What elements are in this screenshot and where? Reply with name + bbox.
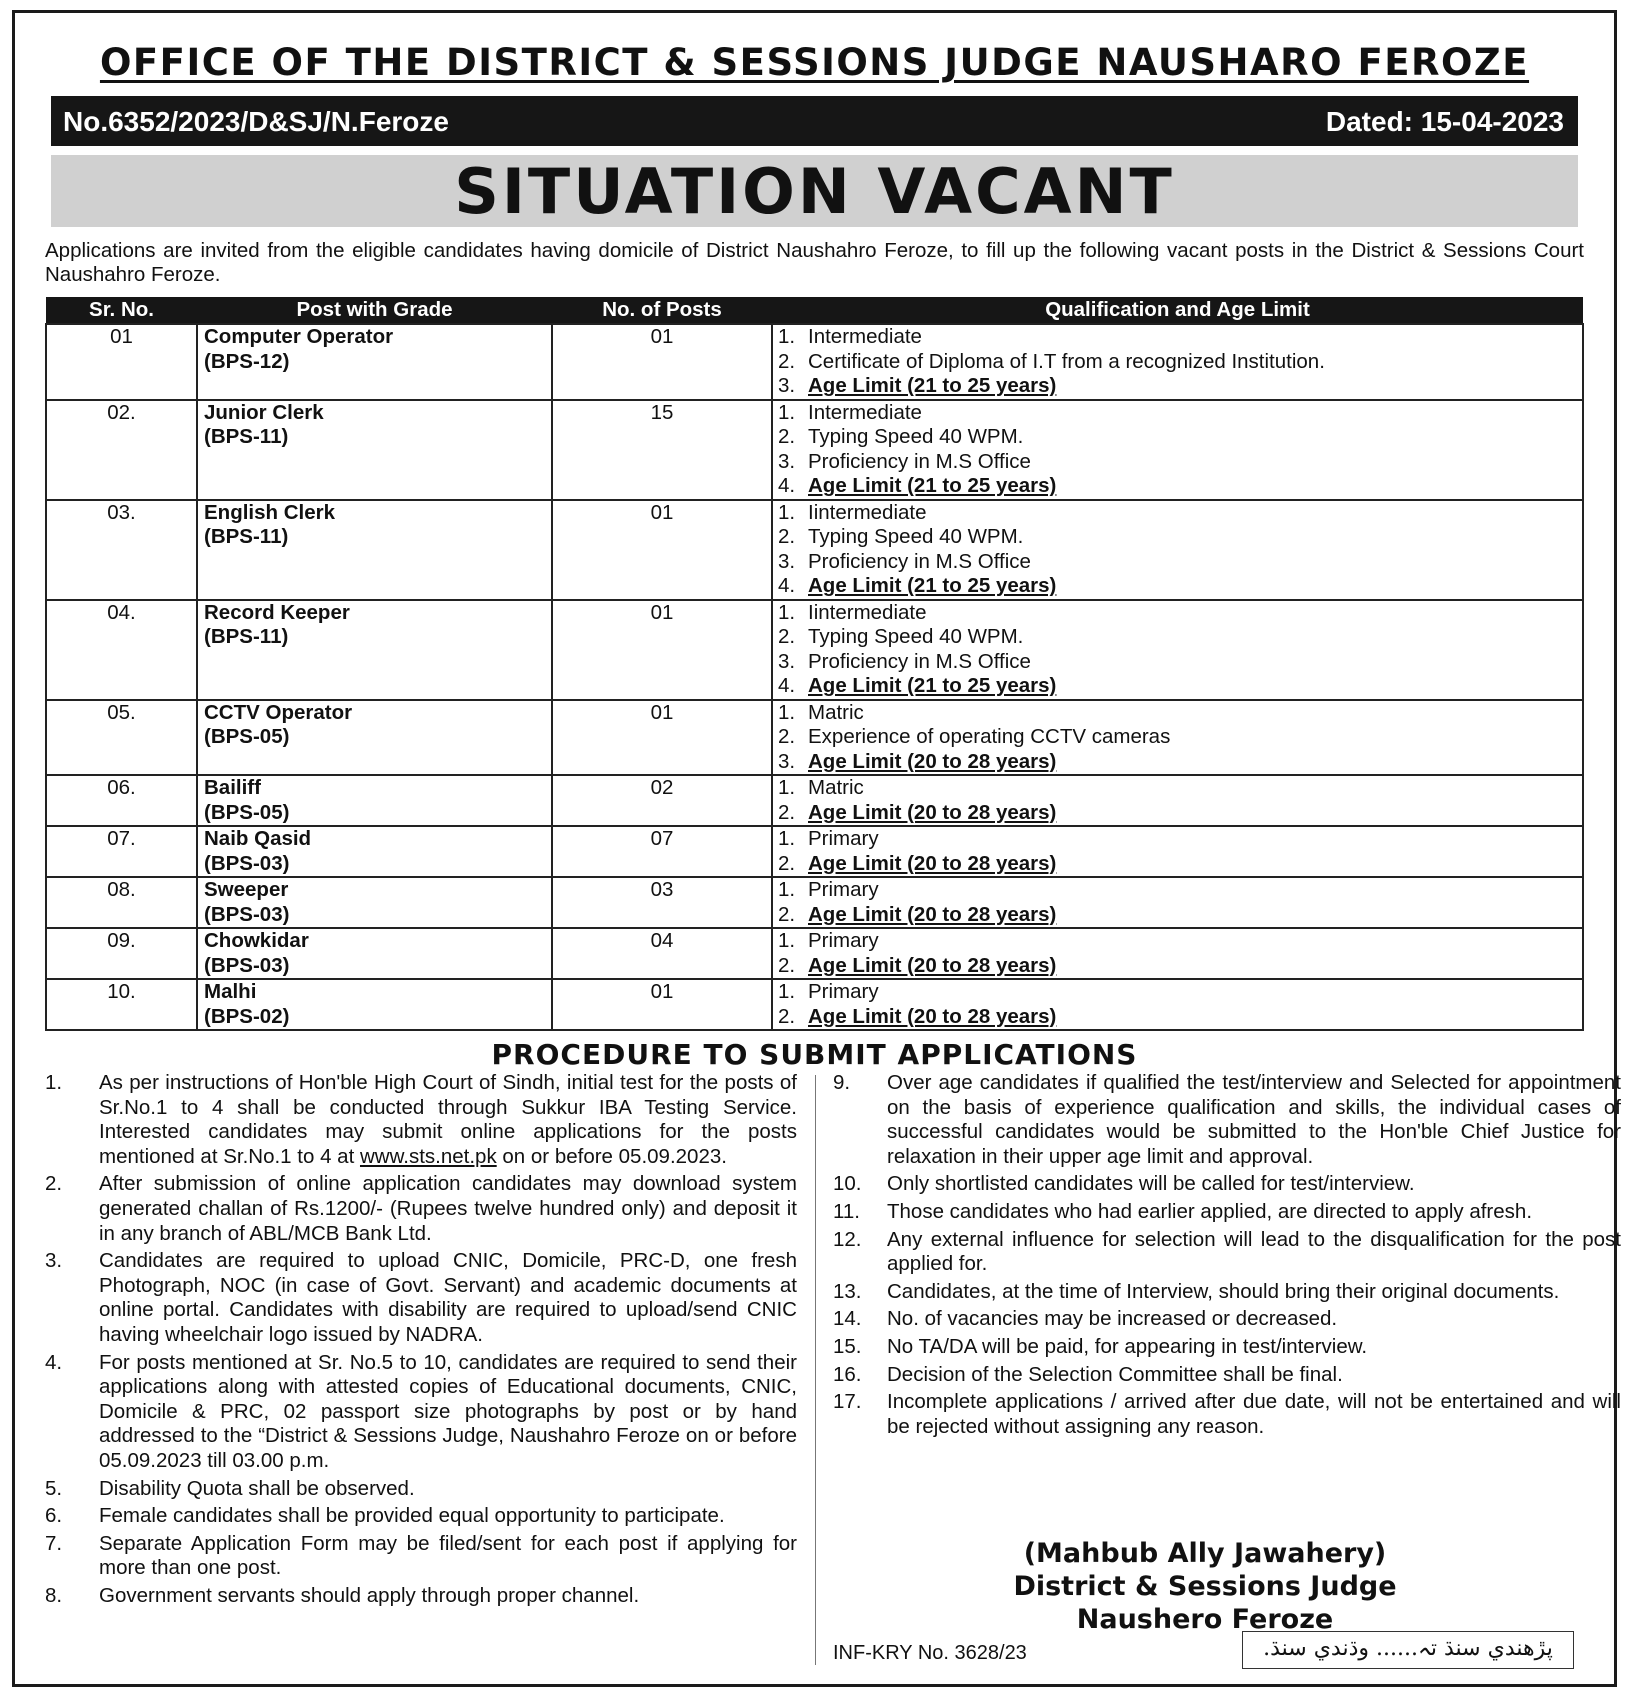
post-grade: (BPS-05) [204,725,290,748]
cell-post [197,979,552,1030]
qualification-line [778,852,1582,877]
qualification-text: Age Limit (21 to 25 years) [808,674,1057,697]
qualification-text: Age Limit (20 to 28 years) [808,800,1057,824]
procedure-item-text: No. of vacancies may be increased or decreased. [887,1307,1338,1331]
qualification-text: Experience of operating CCTV cameras [808,725,1171,748]
procedure-item [45,1504,797,1529]
procedure-item-text: As per instructions of Hon'ble High Court of Sindh, initial test for the posts of Sr.No.1 to 4 shall be conducted through Sukkur IBA Testing Service. Interested candidates may submit online applications for the posts mentioned at Sr.No.1 to 4 at [99,1071,797,1168]
qualification-number: 1. [778,776,796,799]
procedure-item-number: 2. [45,1172,63,1196]
page-content [45,13,1621,1684]
procedure-item [45,1071,797,1169]
procedure-item [45,1532,797,1581]
qualification-line [778,450,1582,475]
cell-num-posts: 07 [552,826,772,877]
post-name: Record Keeper [204,600,350,624]
cell-num-posts: 01 [552,979,772,1030]
qualification-text: Proficiency in M.S Office [808,649,1031,673]
reference-bar [51,96,1578,146]
procedure-item-text: Candidates, at the time of Interview, should bring their original documents. [887,1279,1560,1303]
qualification-line [778,701,1582,726]
procedure-item-text: Those candidates who had earlier applied, are directed to apply afresh. [887,1199,1533,1223]
cell-qualification [772,826,1583,877]
qualification-text: Typing Speed 40 WPM. [808,525,1024,548]
cell-qualification [772,877,1583,928]
table-row [46,877,1583,928]
table-header-row [46,297,1583,324]
post-name: Junior Clerk [204,400,324,424]
procedure-item-number: 1. [45,1071,63,1094]
post-name: Sweeper [204,878,289,901]
column-divider [815,1075,816,1665]
procedure-right-column [833,1071,1621,1442]
post-grade: (BPS-02) [204,1004,290,1028]
qualification-number: 4. [778,474,796,497]
procedure-item-number: 16. [833,1362,862,1386]
qualification-text: Age Limit (20 to 28 years) [808,851,1057,875]
cell-post [197,826,552,877]
qualification-number: 3. [778,449,796,473]
cell-num-posts: 02 [552,775,772,826]
qualification-line [778,601,1582,626]
qualification-line [778,325,1582,350]
notice-date: Dated: 15-04-2023 [1325,106,1564,137]
procedure-item-text: Government servants should apply through proper channel. [99,1583,640,1607]
procedure-item [833,1071,1621,1169]
qualification-text: Proficiency in M.S Office [808,549,1031,573]
qualification-number: 2. [778,725,796,748]
sts-website-link[interactable]: www.sts.net.pk [359,1144,497,1168]
cell-sr-no: 04. [46,600,197,700]
qualification-number: 4. [778,574,796,597]
procedure-item-number: 5. [45,1476,63,1500]
post-grade: (BPS-05) [204,800,290,824]
post-grade: (BPS-11) [204,425,289,448]
qualification-text: Age Limit (21 to 25 years) [808,474,1057,497]
qualification-text: Proficiency in M.S Office [808,449,1031,473]
post-grade: (BPS-11) [204,625,289,648]
qualification-line [778,525,1582,550]
qualification-number: 3. [778,649,796,673]
cell-qualification [772,700,1583,776]
post-grade: (BPS-11) [204,525,289,548]
cell-qualification [772,775,1583,826]
table-row [46,600,1583,700]
procedure-item-number: 17. [833,1390,862,1414]
qualification-number: 2. [778,625,796,648]
header-num-posts: No. of Posts [552,297,772,324]
post-name: CCTV Operator [204,700,353,724]
qualification-text: Iintermediate [808,600,927,624]
cell-sr-no: 08. [46,877,197,928]
cell-qualification [772,600,1583,700]
cell-num-posts: 01 [552,500,772,600]
cell-post [197,324,552,400]
cell-post [197,400,552,500]
procedure-item [833,1363,1621,1388]
cell-post [197,775,552,826]
qualification-text: Primary [808,827,879,850]
procedure-item-number: 3. [45,1249,63,1273]
qualification-number: 2. [778,902,796,926]
post-name: Computer Operator [204,325,394,348]
post-grade: (BPS-03) [204,851,290,875]
qualification-number: 3. [778,374,796,397]
qualification-text: Intermediate [808,400,922,424]
header-sr-no: Sr. No. [46,297,197,324]
cell-num-posts: 15 [552,400,772,500]
procedure-item-text: For posts mentioned at Sr. No.5 to 10, candidates are required to send their applications along with attested copies of Educational documents, CNIC, Domicile & PRC, 02 passport size photographs by post or by hand addressed to the “District & Sessions Judge, Naushahro Feroze on or before 05.09.2023 till 03.00 p.m. [99,1350,797,1472]
vacancy-table-body [46,324,1583,1030]
vacancy-table [45,297,1584,1031]
procedure-item-text: No TA/DA will be paid, for appearing in test/interview. [887,1334,1368,1358]
cell-sr-no: 03. [46,500,197,600]
cell-qualification [772,324,1583,400]
procedure-left-column [45,1071,797,1611]
procedure-item [833,1307,1621,1332]
qualification-line [778,425,1582,450]
qualification-number: 2. [778,1004,796,1028]
post-grade: (BPS-03) [204,953,290,977]
procedure-item-text: Decision of the Selection Committee shall be final. [887,1362,1343,1386]
cell-sr-no: 07. [46,826,197,877]
qualification-number: 2. [778,525,796,548]
qualification-line [778,650,1582,675]
signatory-name: (Mahbub Ally Jawahery) [1023,1538,1387,1569]
procedure-item-text: Incomplete applications / arrived after due date, will not be entertained and will be rejected without assigning any reason. [887,1390,1621,1438]
qualification-line [778,878,1582,903]
table-row [46,700,1583,776]
qualification-text: Age Limit (20 to 28 years) [808,953,1057,977]
procedure-item-text: Candidates are required to upload CNIC, Domicile, PRC-D, one fresh Photograph, NOC (in case of Govt. Servant) and academic documents at online portal. Candidates with disability are required to upload/send CNIC having wheelchair logo issued by NADRA. [99,1249,797,1346]
table-row [46,400,1583,500]
qualification-number: 2. [778,800,796,824]
qualification-line [778,1005,1582,1030]
office-title: OFFICE OF THE DISTRICT & SESSIONS JUDGE NAUSHARO FEROZE [99,41,1530,84]
qualification-number: 1. [778,700,796,724]
intro-paragraph: Applications are invited from the eligible candidates having domicile of District Naushahro Feroze, to fill up the following vacant posts in the District & Sessions Court Naushahro Feroze. [45,239,1584,286]
cell-qualification [772,928,1583,979]
post-name: Bailiff [204,776,261,799]
qualification-line [778,776,1582,801]
cell-post [197,500,552,600]
post-name: Malhi [204,980,257,1003]
header-post: Post with Grade [197,297,552,324]
procedure-item-number: 14. [833,1307,862,1331]
qualification-text: Matric [808,776,864,799]
qualification-line [778,574,1582,599]
procedure-item-text: Disability Quota shall be observed. [99,1476,415,1500]
procedure-item [45,1172,797,1246]
qualification-number: 1. [778,400,796,424]
procedure-item-text: on or before 05.09.2023. [502,1144,727,1168]
advertisement-page [12,10,1621,1687]
qualification-number: 2. [778,349,796,373]
cell-post [197,877,552,928]
procedure-item-number: 7. [45,1531,63,1555]
qualification-text: Age Limit (21 to 25 years) [808,374,1057,397]
cell-sr-no: 06. [46,775,197,826]
qualification-line [778,350,1582,375]
qualification-line [778,801,1582,826]
post-grade: (BPS-03) [204,902,290,926]
cell-post [197,700,552,776]
qualification-text: Certificate of Diploma of I.T from a recognized Institution. [808,349,1325,373]
qualification-line [778,750,1582,775]
sindhi-slogan: پڙهندي سنڌ تہ...... وڌندي سنڌ. [1242,1631,1574,1669]
cell-num-posts: 01 [552,700,772,776]
qualification-line [778,903,1582,928]
qualification-line [778,980,1582,1005]
qualification-text: Typing Speed 40 WPM. [808,425,1024,448]
procedure-item-number: 6. [45,1504,63,1528]
qualification-line [778,474,1582,499]
qualification-number: 2. [778,425,796,448]
table-row [46,324,1583,400]
inf-kry-number: INF-KRY No. 3628/23 [833,1642,1027,1664]
cell-post [197,600,552,700]
qualification-line [778,929,1582,954]
procedure-item [833,1228,1621,1277]
signatory-place: Naushero Feroze [1076,1604,1334,1635]
qualification-number: 1. [778,929,796,952]
procedure-item [45,1477,797,1502]
procedure-item-number: 9. [833,1071,851,1094]
procedure-item [45,1351,797,1474]
qualification-text: Age Limit (20 to 28 years) [808,749,1057,773]
cell-num-posts: 04 [552,928,772,979]
qualification-number: 1. [778,827,796,850]
post-name: Chowkidar [204,929,309,952]
procedure-item-number: 15. [833,1334,862,1358]
cell-qualification [772,979,1583,1030]
table-row [46,775,1583,826]
procedure-item-number: 13. [833,1279,862,1303]
post-name: Naib Qasid [204,827,312,850]
qualification-number: 1. [778,878,796,901]
qualification-text: Primary [808,929,879,952]
signatory-designation: District & Sessions Judge [1013,1571,1397,1602]
table-row [46,928,1583,979]
qualification-line [778,954,1582,979]
qualification-number: 3. [778,549,796,573]
procedure-item-number: 12. [833,1227,862,1251]
cell-sr-no: 10. [46,979,197,1030]
qualification-line [778,550,1582,575]
procedure-item [833,1200,1621,1225]
header-qualification: Qualification and Age Limit [772,297,1583,324]
procedure-item-text: After submission of online application candidates may download system generated challan of Rs.1200/- (Rupees twelve hundred only) and deposit it in any branch of ABL/MCB Bank Ltd. [99,1172,797,1245]
procedure-item-text: Any external influence for selection will lead to the disqualification for the post applied for. [887,1227,1621,1276]
procedure-item [833,1280,1621,1305]
qualification-number: 2. [778,953,796,977]
cell-qualification [772,400,1583,500]
cell-num-posts: 03 [552,877,772,928]
table-row [46,979,1583,1030]
qualification-line [778,827,1582,852]
cell-sr-no: 02. [46,400,197,500]
qualification-number: 2. [778,851,796,875]
qualification-line [778,725,1582,750]
qualification-number: 3. [778,749,796,773]
qualification-line [778,625,1582,650]
procedure-item-number: 8. [45,1583,63,1607]
procedure-left-list [45,1172,797,1608]
cell-sr-no: 05. [46,700,197,776]
qualification-text: Typing Speed 40 WPM. [808,625,1024,648]
cell-num-posts: 01 [552,324,772,400]
qualification-line [778,674,1582,699]
qualification-text: Age Limit (20 to 28 years) [808,1004,1057,1028]
cell-sr-no: 01 [46,324,197,400]
table-row [46,500,1583,600]
signature-block [935,1537,1475,1636]
qualification-number: 4. [778,674,796,697]
procedure-item-text: Over age candidates if qualified the test/interview and Selected for appointment on the basis of experience qualification and skills, the individual cases of successful candidates would be submitted to the Hon'ble Chief Justice for relaxation in their upper age limit and approval. [887,1071,1621,1168]
procedure-item [833,1172,1621,1197]
qualification-text: Primary [808,878,879,901]
qualification-text: Primary [808,980,879,1003]
qualification-number: 1. [778,980,796,1003]
qualification-number: 1. [778,500,796,524]
post-grade: (BPS-12) [204,349,290,373]
qualification-text: Age Limit (21 to 25 years) [808,574,1057,597]
qualification-number: 1. [778,600,796,624]
procedure-item [45,1249,797,1347]
procedure-item-text: Only shortlisted candidates will be called for test/interview. [887,1172,1415,1196]
reference-number: No.6352/2023/D&SJ/N.Feroze [63,106,449,137]
table-row [46,826,1583,877]
procedure-item-number: 4. [45,1350,63,1374]
procedure-item-number: 11. [833,1199,860,1223]
procedure-item [45,1584,797,1609]
procedure-item-number: 10. [833,1172,862,1196]
post-name: English Clerk [204,500,336,524]
procedure-item [833,1390,1621,1439]
cell-sr-no: 09. [46,928,197,979]
procedure-item [833,1335,1621,1360]
cell-qualification [772,500,1583,600]
qualification-text: Iintermediate [808,500,927,524]
procedure-item-text: Female candidates shall be provided equal opportunity to participate. [99,1504,725,1528]
qualification-line [778,501,1582,526]
page-title: SITUATION VACANT [51,155,1578,227]
procedure-item-text: Separate Application Form may be filed/sent for each post if applying for more than one post. [99,1531,797,1580]
qualification-text: Age Limit (20 to 28 years) [808,902,1057,926]
qualification-text: Intermediate [808,325,922,348]
qualification-line [778,374,1582,399]
qualification-text: Matric [808,700,864,724]
cell-num-posts: 01 [552,600,772,700]
procedure-right-list [833,1071,1621,1439]
qualification-number: 1. [778,325,796,348]
qualification-line [778,401,1582,426]
procedure-title: PROCEDURE TO SUBMIT APPLICATIONS [491,1038,1138,1071]
cell-post [197,928,552,979]
